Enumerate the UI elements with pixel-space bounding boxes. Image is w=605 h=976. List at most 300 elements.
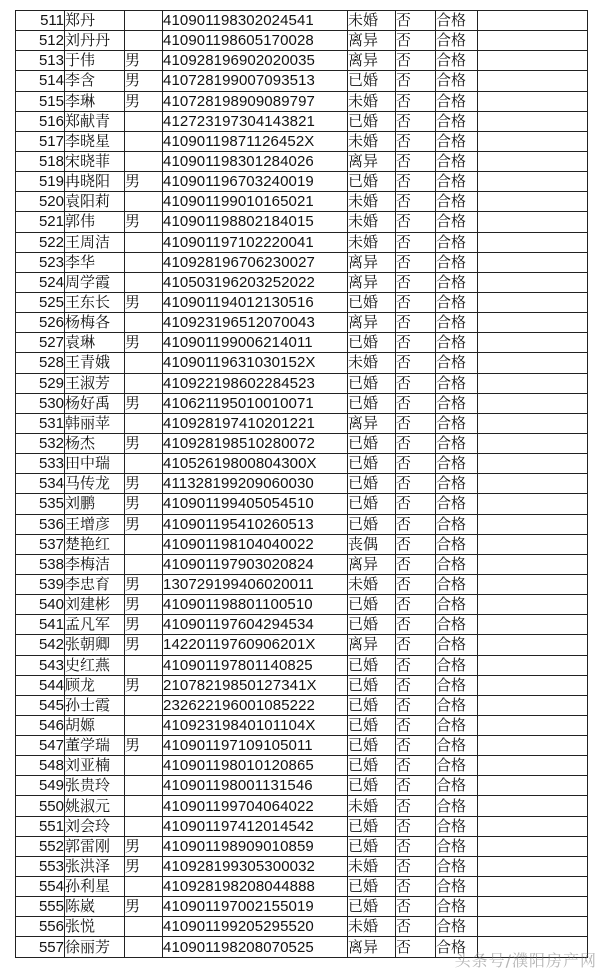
- remark-cell: [478, 534, 588, 554]
- id-number-cell: 410901197604294534: [163, 615, 348, 635]
- marital-status-cell: 离异: [348, 937, 396, 957]
- row-number-cell: 557: [16, 937, 65, 957]
- remark-cell: [478, 655, 588, 675]
- marital-status-cell: 未婚: [348, 796, 396, 816]
- person-name-cell: 于伟: [65, 51, 125, 71]
- remark-cell: [478, 252, 588, 272]
- flag-value-cell: 否: [396, 675, 436, 695]
- id-number-cell: 410503196203252022: [163, 272, 348, 292]
- id-number-cell: 410901199010165021: [163, 192, 348, 212]
- gender-cell: 男: [125, 675, 163, 695]
- id-number-cell: 410901198104040022: [163, 534, 348, 554]
- person-name-cell: 张朝卿: [65, 635, 125, 655]
- person-name-cell: 孙士霞: [65, 695, 125, 715]
- table-row: [16, 433, 588, 453]
- result-status-cell: 合格: [436, 212, 478, 232]
- flag-value-cell: 否: [396, 71, 436, 91]
- id-number-cell: 410728198909089797: [163, 91, 348, 111]
- id-number-cell: 411328199209060030: [163, 474, 348, 494]
- marital-status-cell: 已婚: [348, 393, 396, 413]
- result-status-cell: 合格: [436, 31, 478, 51]
- gender-cell: 男: [125, 615, 163, 635]
- roster-body: [16, 11, 588, 958]
- remark-cell: [478, 635, 588, 655]
- result-status-cell: 合格: [436, 272, 478, 292]
- remark-cell: [478, 272, 588, 292]
- gender-cell: [125, 695, 163, 715]
- result-status-cell: 合格: [436, 836, 478, 856]
- table-row: [16, 353, 588, 373]
- row-number-cell: 520: [16, 192, 65, 212]
- table-row: [16, 655, 588, 675]
- table-row: [16, 574, 588, 594]
- result-status-cell: 合格: [436, 393, 478, 413]
- gender-cell: 男: [125, 474, 163, 494]
- person-name-cell: 刘建彬: [65, 595, 125, 615]
- remark-cell: [478, 11, 588, 31]
- marital-status-cell: 已婚: [348, 454, 396, 474]
- table-row: [16, 131, 588, 151]
- row-number-cell: 539: [16, 574, 65, 594]
- table-row: [16, 554, 588, 574]
- marital-status-cell: 已婚: [348, 655, 396, 675]
- result-status-cell: 合格: [436, 715, 478, 735]
- marital-status-cell: 未婚: [348, 917, 396, 937]
- remark-cell: [478, 333, 588, 353]
- result-status-cell: 合格: [436, 756, 478, 776]
- marital-status-cell: 未婚: [348, 353, 396, 373]
- flag-value-cell: 否: [396, 534, 436, 554]
- gender-cell: 男: [125, 736, 163, 756]
- flag-value-cell: 否: [396, 695, 436, 715]
- person-name-cell: 孟凡军: [65, 615, 125, 635]
- row-number-cell: 513: [16, 51, 65, 71]
- gender-cell: 男: [125, 51, 163, 71]
- id-number-cell: 410901198909010859: [163, 836, 348, 856]
- result-status-cell: 合格: [436, 474, 478, 494]
- id-number-cell: 410728199007093513: [163, 71, 348, 91]
- marital-status-cell: 已婚: [348, 836, 396, 856]
- row-number-cell: 511: [16, 11, 65, 31]
- table-row: [16, 151, 588, 171]
- remark-cell: [478, 554, 588, 574]
- remark-cell: [478, 595, 588, 615]
- flag-value-cell: 否: [396, 131, 436, 151]
- flag-value-cell: 否: [396, 272, 436, 292]
- result-status-cell: 合格: [436, 252, 478, 272]
- person-name-cell: 王东长: [65, 292, 125, 312]
- result-status-cell: 合格: [436, 635, 478, 655]
- row-number-cell: 534: [16, 474, 65, 494]
- table-row: [16, 836, 588, 856]
- row-number-cell: 525: [16, 292, 65, 312]
- remark-cell: [478, 51, 588, 71]
- person-name-cell: 张贵玲: [65, 776, 125, 796]
- table-row: [16, 615, 588, 635]
- flag-value-cell: 否: [396, 615, 436, 635]
- marital-status-cell: 离异: [348, 413, 396, 433]
- remark-cell: [478, 131, 588, 151]
- flag-value-cell: 否: [396, 232, 436, 252]
- person-name-cell: 王青娥: [65, 353, 125, 373]
- id-number-cell: 410901197002155019: [163, 897, 348, 917]
- gender-cell: [125, 554, 163, 574]
- result-status-cell: 合格: [436, 151, 478, 171]
- marital-status-cell: 已婚: [348, 816, 396, 836]
- flag-value-cell: 否: [396, 393, 436, 413]
- marital-status-cell: 已婚: [348, 715, 396, 735]
- person-name-cell: 李忠育: [65, 574, 125, 594]
- gender-cell: 男: [125, 897, 163, 917]
- gender-cell: 男: [125, 856, 163, 876]
- marital-status-cell: 未婚: [348, 91, 396, 111]
- flag-value-cell: 否: [396, 655, 436, 675]
- person-name-cell: 刘亚楠: [65, 756, 125, 776]
- remark-cell: [478, 192, 588, 212]
- marital-status-cell: 离异: [348, 151, 396, 171]
- result-status-cell: 合格: [436, 695, 478, 715]
- id-number-cell: 410901197102220041: [163, 232, 348, 252]
- table-row: [16, 333, 588, 353]
- result-status-cell: 合格: [436, 11, 478, 31]
- flag-value-cell: 否: [396, 313, 436, 333]
- row-number-cell: 552: [16, 836, 65, 856]
- gender-cell: 男: [125, 595, 163, 615]
- marital-status-cell: 离异: [348, 252, 396, 272]
- table-row: [16, 252, 588, 272]
- row-number-cell: 528: [16, 353, 65, 373]
- gender-cell: [125, 756, 163, 776]
- result-status-cell: 合格: [436, 292, 478, 312]
- result-status-cell: 合格: [436, 454, 478, 474]
- person-name-cell: 张悦: [65, 917, 125, 937]
- gender-cell: [125, 252, 163, 272]
- person-name-cell: 顾龙: [65, 675, 125, 695]
- person-name-cell: 楚艳红: [65, 534, 125, 554]
- person-name-cell: 韩丽苹: [65, 413, 125, 433]
- result-status-cell: 合格: [436, 514, 478, 534]
- person-name-cell: 杨杰: [65, 433, 125, 453]
- flag-value-cell: 否: [396, 151, 436, 171]
- flag-value-cell: 否: [396, 333, 436, 353]
- gender-cell: 男: [125, 433, 163, 453]
- id-number-cell: 21078219850127341X: [163, 675, 348, 695]
- flag-value-cell: 否: [396, 111, 436, 131]
- remark-cell: [478, 413, 588, 433]
- person-name-cell: 王淑芳: [65, 373, 125, 393]
- table-row: [16, 736, 588, 756]
- flag-value-cell: 否: [396, 494, 436, 514]
- gender-cell: 男: [125, 292, 163, 312]
- id-number-cell: 410901196703240019: [163, 172, 348, 192]
- flag-value-cell: 否: [396, 454, 436, 474]
- remark-cell: [478, 917, 588, 937]
- remark-cell: [478, 796, 588, 816]
- gender-cell: [125, 937, 163, 957]
- row-number-cell: 536: [16, 514, 65, 534]
- row-number-cell: 550: [16, 796, 65, 816]
- table-row: [16, 292, 588, 312]
- id-number-cell: 410901198801100510: [163, 595, 348, 615]
- flag-value-cell: 否: [396, 11, 436, 31]
- gender-cell: 男: [125, 836, 163, 856]
- table-row: [16, 111, 588, 131]
- person-name-cell: 姚淑元: [65, 796, 125, 816]
- result-status-cell: 合格: [436, 655, 478, 675]
- table-row: [16, 897, 588, 917]
- table-row: [16, 474, 588, 494]
- table-row: [16, 31, 588, 51]
- result-status-cell: 合格: [436, 615, 478, 635]
- person-name-cell: 王增彦: [65, 514, 125, 534]
- flag-value-cell: 否: [396, 31, 436, 51]
- row-number-cell: 554: [16, 877, 65, 897]
- remark-cell: [478, 897, 588, 917]
- remark-cell: [478, 31, 588, 51]
- id-number-cell: 410928196902020035: [163, 51, 348, 71]
- row-number-cell: 526: [16, 313, 65, 333]
- marital-status-cell: 未婚: [348, 856, 396, 876]
- id-number-cell: 410901199006214011: [163, 333, 348, 353]
- row-number-cell: 549: [16, 776, 65, 796]
- id-number-cell: 410901199405054510: [163, 494, 348, 514]
- gender-cell: [125, 131, 163, 151]
- flag-value-cell: 否: [396, 172, 436, 192]
- row-number-cell: 533: [16, 454, 65, 474]
- remark-cell: [478, 695, 588, 715]
- result-status-cell: 合格: [436, 192, 478, 212]
- table-row: [16, 192, 588, 212]
- result-status-cell: 合格: [436, 877, 478, 897]
- gender-cell: [125, 454, 163, 474]
- flag-value-cell: 否: [396, 292, 436, 312]
- id-number-cell: 232622196001085222: [163, 695, 348, 715]
- row-number-cell: 523: [16, 252, 65, 272]
- id-number-cell: 410923196512070043: [163, 313, 348, 333]
- gender-cell: [125, 353, 163, 373]
- flag-value-cell: 否: [396, 635, 436, 655]
- marital-status-cell: 已婚: [348, 776, 396, 796]
- marital-status-cell: 未婚: [348, 131, 396, 151]
- result-status-cell: 合格: [436, 796, 478, 816]
- id-number-cell: 410928199305300032: [163, 856, 348, 876]
- id-number-cell: 410928196706230027: [163, 252, 348, 272]
- flag-value-cell: 否: [396, 856, 436, 876]
- person-name-cell: 史红燕: [65, 655, 125, 675]
- person-name-cell: 宋晓菲: [65, 151, 125, 171]
- row-number-cell: 535: [16, 494, 65, 514]
- gender-cell: [125, 313, 163, 333]
- gender-cell: [125, 816, 163, 836]
- person-name-cell: 李华: [65, 252, 125, 272]
- gender-cell: [125, 192, 163, 212]
- row-number-cell: 521: [16, 212, 65, 232]
- gender-cell: [125, 232, 163, 252]
- person-name-cell: 李琳: [65, 91, 125, 111]
- gender-cell: [125, 413, 163, 433]
- person-name-cell: 郭雷刚: [65, 836, 125, 856]
- gender-cell: [125, 917, 163, 937]
- marital-status-cell: 已婚: [348, 897, 396, 917]
- id-number-cell: 410901194012130516: [163, 292, 348, 312]
- person-name-cell: 刘会玲: [65, 816, 125, 836]
- table-row: [16, 595, 588, 615]
- table-row: [16, 454, 588, 474]
- row-number-cell: 522: [16, 232, 65, 252]
- marital-status-cell: 已婚: [348, 615, 396, 635]
- remark-cell: [478, 514, 588, 534]
- row-number-cell: 519: [16, 172, 65, 192]
- gender-cell: [125, 31, 163, 51]
- flag-value-cell: 否: [396, 776, 436, 796]
- flag-value-cell: 否: [396, 836, 436, 856]
- remark-cell: [478, 776, 588, 796]
- watermark: 头条号/濮阳房产网: [454, 951, 597, 970]
- marital-status-cell: 已婚: [348, 373, 396, 393]
- remark-cell: [478, 736, 588, 756]
- result-status-cell: 合格: [436, 856, 478, 876]
- flag-value-cell: 否: [396, 796, 436, 816]
- result-status-cell: 合格: [436, 433, 478, 453]
- marital-status-cell: 已婚: [348, 675, 396, 695]
- table-row: [16, 11, 588, 31]
- result-status-cell: 合格: [436, 554, 478, 574]
- gender-cell: 男: [125, 514, 163, 534]
- flag-value-cell: 否: [396, 474, 436, 494]
- table-row: [16, 877, 588, 897]
- person-name-cell: 郑献青: [65, 111, 125, 131]
- remark-cell: [478, 816, 588, 836]
- id-number-cell: 410901197109105011: [163, 736, 348, 756]
- table-row: [16, 272, 588, 292]
- marital-status-cell: 离异: [348, 635, 396, 655]
- flag-value-cell: 否: [396, 897, 436, 917]
- table-row: [16, 756, 588, 776]
- table-row: [16, 675, 588, 695]
- flag-value-cell: 否: [396, 917, 436, 937]
- result-status-cell: 合格: [436, 51, 478, 71]
- table-row: [16, 51, 588, 71]
- id-number-cell: 410928198510280072: [163, 433, 348, 453]
- result-status-cell: 合格: [436, 91, 478, 111]
- remark-cell: [478, 615, 588, 635]
- marital-status-cell: 离异: [348, 51, 396, 71]
- marital-status-cell: 已婚: [348, 595, 396, 615]
- person-name-cell: 田中瑞: [65, 454, 125, 474]
- row-number-cell: 555: [16, 897, 65, 917]
- gender-cell: 男: [125, 212, 163, 232]
- marital-status-cell: 丧偶: [348, 534, 396, 554]
- remark-cell: [478, 71, 588, 91]
- row-number-cell: 545: [16, 695, 65, 715]
- remark-cell: [478, 373, 588, 393]
- person-name-cell: 袁琳: [65, 333, 125, 353]
- result-status-cell: 合格: [436, 595, 478, 615]
- marital-status-cell: 未婚: [348, 212, 396, 232]
- id-number-cell: 410901198208070525: [163, 937, 348, 957]
- table-row: [16, 514, 588, 534]
- person-name-cell: 刘鹏: [65, 494, 125, 514]
- id-number-cell: 410901198605170028: [163, 31, 348, 51]
- result-status-cell: 合格: [436, 897, 478, 917]
- result-status-cell: 合格: [436, 917, 478, 937]
- marital-status-cell: 未婚: [348, 11, 396, 31]
- person-name-cell: 胡嫄: [65, 715, 125, 735]
- table-row: [16, 91, 588, 111]
- remark-cell: [478, 313, 588, 333]
- id-number-cell: 410901195410260513: [163, 514, 348, 534]
- person-name-cell: 袁阳莉: [65, 192, 125, 212]
- id-number-cell: 14220119760906201X: [163, 635, 348, 655]
- remark-cell: [478, 91, 588, 111]
- table-row: [16, 695, 588, 715]
- gender-cell: 男: [125, 635, 163, 655]
- table-row: [16, 393, 588, 413]
- id-number-cell: 410928197410201221: [163, 413, 348, 433]
- result-status-cell: 合格: [436, 574, 478, 594]
- result-status-cell: 合格: [436, 776, 478, 796]
- row-number-cell: 512: [16, 31, 65, 51]
- flag-value-cell: 否: [396, 756, 436, 776]
- id-number-cell: 410922198602284523: [163, 373, 348, 393]
- remark-cell: [478, 454, 588, 474]
- gender-cell: 男: [125, 333, 163, 353]
- result-status-cell: 合格: [436, 675, 478, 695]
- gender-cell: [125, 534, 163, 554]
- result-status-cell: 合格: [436, 413, 478, 433]
- row-number-cell: 537: [16, 534, 65, 554]
- row-number-cell: 530: [16, 393, 65, 413]
- marital-status-cell: 已婚: [348, 695, 396, 715]
- marital-status-cell: 已婚: [348, 877, 396, 897]
- flag-value-cell: 否: [396, 353, 436, 373]
- person-name-cell: 郭伟: [65, 212, 125, 232]
- result-status-cell: 合格: [436, 534, 478, 554]
- result-status-cell: 合格: [436, 111, 478, 131]
- roster-table: [15, 10, 588, 958]
- id-number-cell: 130729199406020011: [163, 574, 348, 594]
- row-number-cell: 547: [16, 736, 65, 756]
- person-name-cell: 冉晓阳: [65, 172, 125, 192]
- flag-value-cell: 否: [396, 715, 436, 735]
- flag-value-cell: 否: [396, 736, 436, 756]
- row-number-cell: 542: [16, 635, 65, 655]
- table-row: [16, 776, 588, 796]
- row-number-cell: 529: [16, 373, 65, 393]
- person-name-cell: 杨梅各: [65, 313, 125, 333]
- id-number-cell: 410901198301284026: [163, 151, 348, 171]
- row-number-cell: 553: [16, 856, 65, 876]
- person-name-cell: 陈崴: [65, 897, 125, 917]
- id-number-cell: 410901198802184015: [163, 212, 348, 232]
- id-number-cell: 412723197304143821: [163, 111, 348, 131]
- marital-status-cell: 未婚: [348, 232, 396, 252]
- flag-value-cell: 否: [396, 373, 436, 393]
- marital-status-cell: 已婚: [348, 333, 396, 353]
- flag-value-cell: 否: [396, 574, 436, 594]
- gender-cell: 男: [125, 574, 163, 594]
- row-number-cell: 548: [16, 756, 65, 776]
- remark-cell: [478, 212, 588, 232]
- gender-cell: [125, 796, 163, 816]
- table-row: [16, 172, 588, 192]
- id-number-cell: 41090119871126452X: [163, 131, 348, 151]
- table-row: [16, 715, 588, 735]
- gender-cell: [125, 655, 163, 675]
- flag-value-cell: 否: [396, 937, 436, 957]
- flag-value-cell: 否: [396, 212, 436, 232]
- remark-cell: [478, 675, 588, 695]
